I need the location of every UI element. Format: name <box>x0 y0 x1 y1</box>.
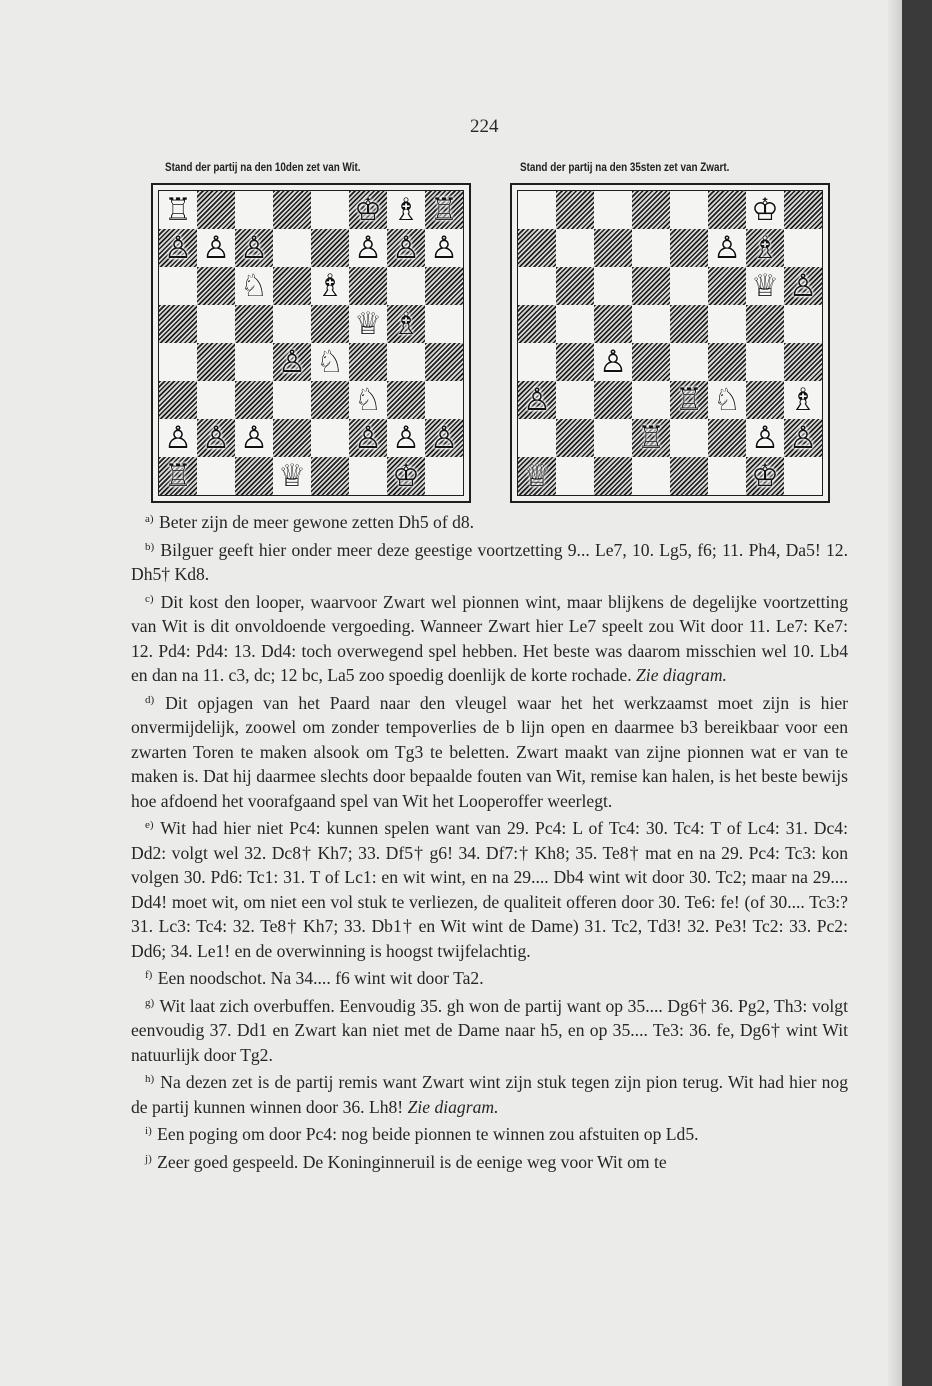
footnote-marker: g) <box>145 996 155 1009</box>
chess-diagram-left <box>151 183 471 503</box>
footnotes <box>131 507 848 1174</box>
board-square <box>197 191 235 229</box>
rook-icon: ♖ <box>164 457 192 494</box>
board-square <box>746 267 784 305</box>
chess-board-left <box>158 190 464 496</box>
footnote-marker: j) <box>145 1152 152 1165</box>
board-square <box>784 229 822 267</box>
board-square <box>518 457 556 495</box>
board-square <box>708 381 746 419</box>
footnote-e <box>131 813 848 963</box>
knight-icon: ♘ <box>713 381 741 418</box>
board-square <box>708 305 746 343</box>
diagram-caption-left: Stand der partij na den 10den zet van Wit. <box>165 162 361 174</box>
board-square <box>594 419 632 457</box>
knight-icon: ♘ <box>316 343 344 380</box>
pawn-icon: ♙ <box>599 343 627 380</box>
board-square <box>425 229 463 267</box>
footnote-text: Na dezen zet is de partij remis want Zwart wint zijn stuk tegen zijn pion terug. Wit had hier nog de partij kunnen winnen door 36. Lh8! <box>131 1072 848 1117</box>
board-square <box>670 381 708 419</box>
board-square <box>235 229 273 267</box>
board-square <box>594 267 632 305</box>
board-square <box>556 457 594 495</box>
pawn-icon: ♙ <box>354 419 382 456</box>
board-square <box>273 191 311 229</box>
board-square <box>556 305 594 343</box>
board-square <box>273 419 311 457</box>
board-square <box>518 419 556 457</box>
footnote-marker: f) <box>145 969 153 981</box>
board-square <box>594 343 632 381</box>
footnote-h <box>131 1067 848 1119</box>
pawn-icon: ♙ <box>523 381 551 418</box>
footnote-b <box>131 535 848 587</box>
board-square <box>708 457 746 495</box>
board-square <box>784 419 822 457</box>
board-square <box>518 229 556 267</box>
board-square <box>349 229 387 267</box>
knight-icon: ♘ <box>240 267 268 304</box>
board-square <box>556 267 594 305</box>
pawn-icon: ♙ <box>278 343 306 380</box>
board-square <box>518 381 556 419</box>
board-square <box>632 267 670 305</box>
board-square <box>784 267 822 305</box>
board-square <box>425 381 463 419</box>
pawn-icon: ♙ <box>354 229 382 266</box>
board-square <box>349 305 387 343</box>
pawn-icon: ♙ <box>789 267 817 304</box>
queen-icon: ♕ <box>751 267 779 304</box>
board-square <box>387 419 425 457</box>
board-square <box>746 191 784 229</box>
board-square <box>556 191 594 229</box>
footnote-i <box>131 1119 848 1147</box>
board-square <box>518 267 556 305</box>
chess-board-right <box>517 190 823 496</box>
pawn-icon: ♙ <box>789 419 817 456</box>
board-square <box>235 267 273 305</box>
queen-icon: ♕ <box>523 457 551 494</box>
board-square <box>273 229 311 267</box>
board-square <box>594 381 632 419</box>
board-square <box>387 229 425 267</box>
footnote-marker: e) <box>145 819 154 831</box>
board-square <box>159 343 197 381</box>
board-square <box>273 457 311 495</box>
bishop-icon: ♗ <box>392 191 420 228</box>
footnote-marker: i) <box>145 1125 152 1137</box>
board-square <box>235 457 273 495</box>
board-square <box>632 305 670 343</box>
knight-icon: ♘ <box>354 381 382 418</box>
board-square <box>311 457 349 495</box>
pawn-icon: ♙ <box>392 229 420 266</box>
board-square <box>349 457 387 495</box>
board-square <box>708 419 746 457</box>
board-square <box>518 343 556 381</box>
board-square <box>784 191 822 229</box>
board-square <box>273 267 311 305</box>
footnote-g <box>131 991 848 1068</box>
footnote-marker: d) <box>145 693 155 706</box>
footnote-marker: b) <box>145 540 155 553</box>
board-square <box>159 457 197 495</box>
board-square <box>708 229 746 267</box>
page-number: 224 <box>470 116 499 137</box>
board-square <box>670 343 708 381</box>
board-square <box>311 267 349 305</box>
pawn-icon: ♙ <box>430 229 458 266</box>
board-square <box>387 457 425 495</box>
board-square <box>311 191 349 229</box>
pawn-icon: ♙ <box>240 419 268 456</box>
board-square <box>556 381 594 419</box>
pawn-icon: ♙ <box>240 229 268 266</box>
board-square <box>387 305 425 343</box>
footnote-f <box>131 963 848 991</box>
board-square <box>387 343 425 381</box>
board-square <box>632 457 670 495</box>
footnote-text: Een noodschot. Na 34.... f6 wint wit door Ta2. <box>157 968 484 988</box>
board-square <box>197 457 235 495</box>
king-icon: ♔ <box>354 191 382 228</box>
rook-icon: ♖ <box>675 381 703 418</box>
rook-icon: ♖ <box>637 419 665 456</box>
bishop-icon: ♗ <box>751 229 779 266</box>
board-square <box>708 267 746 305</box>
board-square <box>594 191 632 229</box>
pawn-icon: ♙ <box>713 229 741 266</box>
board-square <box>235 343 273 381</box>
board-square <box>425 267 463 305</box>
board-square <box>273 381 311 419</box>
board-square <box>235 381 273 419</box>
board-square <box>594 457 632 495</box>
footnote-marker: c) <box>145 592 154 605</box>
board-square <box>746 419 784 457</box>
board-square <box>556 229 594 267</box>
board-square <box>670 419 708 457</box>
board-square <box>235 191 273 229</box>
board-square <box>349 381 387 419</box>
board-square <box>349 191 387 229</box>
footnote-text: Wit laat zich overbuffen. Eenvoudig 35. gh won de partij want op 35.... Dg6† 36. Pg2, Th3: volgt eenvoudig 37. Dd1 en Zwart kan niet met de Dame naar h5, en op 35.... Te3: 36. fe, Dg6† wint Wit natuurlijk door Tg2. <box>131 995 848 1065</box>
footnote-marker: a) <box>145 513 154 525</box>
board-square <box>425 343 463 381</box>
footnote-text: Bilguer geeft hier onder meer deze geestige voortzetting 9... Le7, 10. Lg5, f6; 11. Ph4, Da5! 12. Dh5† Kd8. <box>131 539 848 584</box>
board-square <box>159 191 197 229</box>
board-square <box>594 305 632 343</box>
diagram-caption-right: Stand der partij na den 35sten zet van Zwart. <box>520 162 730 174</box>
footnote-marker: h) <box>145 1073 155 1085</box>
footnote-text: Een poging om door Pc4: nog beide pionnen te winnen zou afstuiten op Ld5. <box>157 1124 699 1144</box>
footnote-text: Dit opjagen van het Paard naar den vleugel waar het het werkzaamst moet zijn is hier onvermijdelijk, zoowel om zonder tempoverlies de b lijn open en daarmee b3 bereikbaar voor een zwarten Toren te maken alsook om Tg3 te beletten. Zwart maakt van zijne pionnen wat er van te maken is. Dat hij daarmee slechts door bepaalde fouten van Wit, remise kan halen, is het beste bewijs hoe afdoend het voorafgaand spel van Wit het Looperoffer weerlegt. <box>131 692 848 811</box>
board-square <box>349 343 387 381</box>
board-square <box>425 191 463 229</box>
board-square <box>311 419 349 457</box>
pawn-icon: ♙ <box>164 419 192 456</box>
footnote-c <box>131 587 848 688</box>
board-square <box>273 343 311 381</box>
queen-icon: ♕ <box>354 305 382 342</box>
board-square <box>746 343 784 381</box>
board-square <box>708 343 746 381</box>
bishop-icon: ♗ <box>316 267 344 304</box>
board-square <box>311 381 349 419</box>
board-square <box>746 457 784 495</box>
board-square <box>349 267 387 305</box>
board-square <box>518 191 556 229</box>
board-square <box>159 267 197 305</box>
chess-diagram-right <box>510 183 830 503</box>
footnote-text: Beter zijn de meer gewone zetten Dh5 of d8. <box>158 512 475 532</box>
board-square <box>159 419 197 457</box>
footnote-text: Zeer goed gespeeld. De Koninginneruil is de eenige weg voor Wit om te <box>157 1151 667 1172</box>
board-square <box>159 381 197 419</box>
board-square <box>670 229 708 267</box>
rook-icon: ♖ <box>164 191 192 228</box>
pawn-icon: ♙ <box>430 419 458 456</box>
board-square <box>197 267 235 305</box>
footnote-d <box>131 688 848 814</box>
board-square <box>311 305 349 343</box>
board-square <box>784 305 822 343</box>
board-square <box>632 343 670 381</box>
board-square <box>311 229 349 267</box>
footnote-a <box>131 507 848 535</box>
board-square <box>197 229 235 267</box>
pawn-icon: ♙ <box>164 229 192 266</box>
board-square <box>746 305 784 343</box>
rook-icon: ♖ <box>430 191 458 228</box>
board-square <box>387 191 425 229</box>
bishop-icon: ♗ <box>392 305 420 342</box>
board-square <box>594 229 632 267</box>
diagram-reference: Zie diagram. <box>636 665 727 685</box>
pawn-icon: ♙ <box>202 229 230 266</box>
board-square <box>349 419 387 457</box>
board-square <box>670 305 708 343</box>
board-square <box>197 381 235 419</box>
pawn-icon: ♙ <box>392 419 420 456</box>
king-icon: ♔ <box>751 457 779 494</box>
board-square <box>632 419 670 457</box>
board-square <box>159 305 197 343</box>
board-square <box>273 305 311 343</box>
board-square <box>708 191 746 229</box>
queen-icon: ♕ <box>278 457 306 494</box>
diagram-reference: Zie diagram. <box>407 1096 499 1117</box>
footnote-text: Dit kost den looper, waarvoor Zwart wel pionnen wint, maar blijkens de degelijke voortzetting van Wit is dit onvoldoende vergoeding. Wanneer Zwart hier Le7 speelt zou Wit door 11. Le7: Ke7: 12. Pd4: Pd4: 13. Dd4: toch overwegend spel hebben. Het beste was daarom misschien wel 10. Lb4 en dan na 11. c3, dc; 12 bc, La5 zoo spoedig doenlijk de korte rochade. <box>131 591 848 685</box>
board-square <box>632 191 670 229</box>
board-square <box>746 381 784 419</box>
board-square <box>425 305 463 343</box>
board-square <box>387 267 425 305</box>
bishop-icon: ♗ <box>789 381 817 418</box>
board-square <box>235 419 273 457</box>
footnote-text: Wit had hier niet Pc4: kunnen spelen want van 29. Pc4: L of Tc4: 30. Tc4: T of Lc4: 31. Dc4: Dd2: volgt wel 32. Dc8† Kh7; 33. Df5† g6! 34. Df7:† Kh8; 35. Te8† mat en na 29. Pc4: Tc3: kon volgen 30. Pd6: Tc1: 31. T of Lc1: en wit wint, en na 29.... Db4 wint wit door 30. Tc2; maar na 29.... Dd4! moet wit, om niet een vol stuk te verliezen, de qualiteit offeren door 30. Te6: fe! (of 30.... Tc3:? 31. Lc3: Tc4: 32. Te8† Kh7; 33. Db1† en Wit wint de Dame) 31. Tc2, Td3! 32. Pe3! Tc2: 33. Pc2: Dd6; 34. Le1! en de overwinning is hoogst twijfelachtig. <box>131 818 848 961</box>
board-square <box>159 229 197 267</box>
pawn-icon: ♙ <box>202 419 230 456</box>
footnote-j <box>131 1147 848 1175</box>
board-square <box>670 191 708 229</box>
board-square <box>197 343 235 381</box>
board-square <box>784 381 822 419</box>
pawn-icon: ♙ <box>751 419 779 456</box>
board-square <box>556 343 594 381</box>
board-square <box>670 267 708 305</box>
king-icon: ♔ <box>392 457 420 494</box>
board-square <box>556 419 594 457</box>
board-square <box>197 419 235 457</box>
board-square <box>784 457 822 495</box>
board-square <box>197 305 235 343</box>
board-square <box>670 457 708 495</box>
board-square <box>311 343 349 381</box>
board-square <box>425 457 463 495</box>
board-square <box>746 229 784 267</box>
board-square <box>784 343 822 381</box>
board-square <box>518 305 556 343</box>
board-square <box>632 229 670 267</box>
board-square <box>425 419 463 457</box>
board-square <box>235 305 273 343</box>
king-icon: ♔ <box>751 191 779 228</box>
board-square <box>632 381 670 419</box>
board-square <box>387 381 425 419</box>
